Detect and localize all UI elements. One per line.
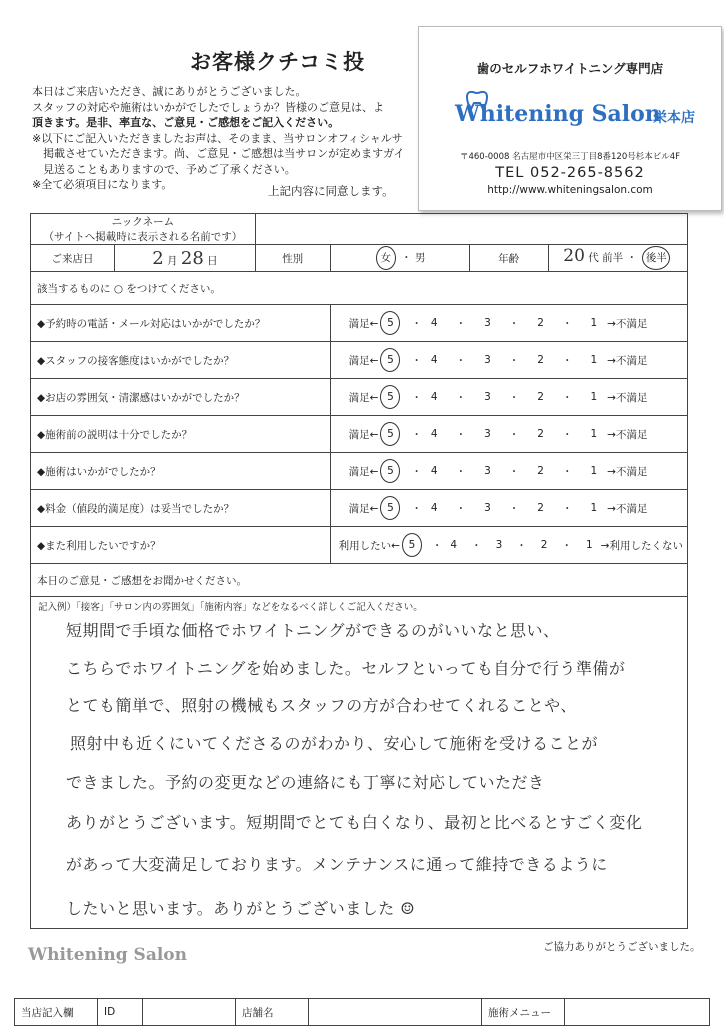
handwritten-line: とても簡単で、照射の機械もスタッフの方が合わせてくれることや、 xyxy=(66,696,577,715)
age-first-half: 前半 xyxy=(602,252,624,264)
comments-label: 本日のご意見・ご感想をお聞かせください。 xyxy=(31,564,688,597)
handwritten-line: したいと思います。ありがとうございました ☺ xyxy=(66,899,416,918)
rating-scale-2[interactable] xyxy=(330,342,687,379)
intro-line: ※以下にご記入いただきましたお声は、そのまま、当サロンオフィシャルサ xyxy=(32,131,403,145)
scale-sep: ・ xyxy=(508,502,520,515)
scale-sep: ・ xyxy=(411,354,422,367)
intro-line: 見送ることもありますので、予めご了承ください。 xyxy=(32,162,296,176)
visit-date-field[interactable] xyxy=(115,245,256,272)
rating-scale-3[interactable] xyxy=(330,379,687,416)
age-second-half-selected: 後半 xyxy=(642,246,670,270)
card-logo: Whitening Salon xyxy=(455,101,661,127)
reuse-left: 利用したい← xyxy=(338,539,400,552)
menu-col-label: 施術メニュー xyxy=(482,999,565,1026)
scale-sep: ・ xyxy=(561,317,573,330)
scale-sep: ・ xyxy=(455,317,467,330)
age-sep: ・ xyxy=(626,252,637,264)
intro-line: 頂きます。是非、率直な、ご意見・ご感想をご記入ください。 xyxy=(32,116,340,129)
scale-value: 2 xyxy=(537,465,544,477)
scale-right: →不満足 xyxy=(607,354,648,367)
scale-sep: ・ xyxy=(561,502,573,515)
rating-scale-4[interactable] xyxy=(330,416,687,453)
scale-value: 1 xyxy=(590,465,598,477)
reuse-selected: 5 xyxy=(402,533,422,557)
scale-sep: ・ xyxy=(411,502,422,515)
intro-line: ※全て必須項目になります。 xyxy=(32,178,173,191)
example-text: 記入例）「接客」「サロン内の雰囲気」「施術内容」などをなるべく詳しくご記入ください。 xyxy=(38,602,423,613)
scale-sep: ・ xyxy=(561,391,573,404)
scale-value: 4 xyxy=(430,502,438,514)
scale-value: 3 xyxy=(484,428,491,440)
scale-sep: ・ xyxy=(411,465,422,478)
scale-left: 満足← xyxy=(348,502,379,515)
scale-value: 3 xyxy=(495,539,503,551)
gender-female-selected: 女 xyxy=(376,246,396,270)
scale-value: 1 xyxy=(590,428,598,440)
scale-value: 3 xyxy=(484,465,491,477)
month-unit: 月 xyxy=(167,254,178,267)
page-title: お客様クチコミ投 xyxy=(190,50,366,74)
nickname-field[interactable] xyxy=(255,214,687,245)
scale-value: 1 xyxy=(590,391,598,403)
scale-sep: ・ xyxy=(561,539,572,552)
rating-selected: 5 xyxy=(380,496,400,520)
gender-label: 性別 xyxy=(255,245,330,272)
rating-selected: 5 xyxy=(380,348,400,372)
shop-col-label: 店舗名 xyxy=(236,999,309,1026)
scale-sep: ・ xyxy=(508,391,520,404)
survey-table xyxy=(30,213,688,597)
visit-day: 28 xyxy=(180,247,204,269)
reuse-right: →利用したくない xyxy=(600,539,683,552)
question-2: ◆スタッフの接客態度はいかがでしたか？ xyxy=(31,342,331,379)
id-field[interactable] xyxy=(143,999,236,1026)
scale-value: 1 xyxy=(590,317,598,329)
scale-value: 3 xyxy=(484,502,491,514)
handwritten-line: ありがとうございます。短期間でとても白くなり、最初と比べるとすごく変化 xyxy=(66,813,643,832)
day-unit: 日 xyxy=(207,254,218,267)
scale-value: 2 xyxy=(537,354,544,366)
scale-sep: ・ xyxy=(455,354,467,367)
scale-sep: ・ xyxy=(508,465,520,478)
agree-text: 上記内容に同意します。 xyxy=(268,184,394,198)
store-col-label: 当店記入欄 xyxy=(15,999,98,1026)
instruction: 該当するものに ○ をつけてください。 xyxy=(31,272,688,305)
handwritten-line: があって大変満足しております。メンテナンスに通って維持できるように xyxy=(66,855,608,874)
card-address: 〒460-0008 名古屋市中区栄三丁目8番120号杉本ビル4F xyxy=(459,152,681,162)
rating-selected: 5 xyxy=(380,422,400,446)
scale-sep: ・ xyxy=(455,391,467,404)
gender-field[interactable] xyxy=(330,245,469,272)
scale-value: 2 xyxy=(537,502,544,514)
nickname-label-cell xyxy=(31,214,256,245)
intro-line: 本日はご来店いただき、誠にありがとうございました。 xyxy=(32,85,307,98)
handwritten-line: こちらでホワイトニングを始めました。セルフといっても自分で行う準備が xyxy=(66,659,626,678)
scale-sep: ・ xyxy=(431,539,443,552)
reuse-scale[interactable] xyxy=(330,527,687,564)
intro-line: 掲載させていただきます。尚、ご意見・ご感想は当サロンが定めますガイ xyxy=(32,147,405,160)
age-label: 年齢 xyxy=(469,245,548,272)
rating-scale-6[interactable] xyxy=(330,490,687,527)
scale-left: 満足← xyxy=(348,354,379,367)
question-4: ◆施術前の説明は十分でしたか？ xyxy=(31,416,331,453)
scale-value: 3 xyxy=(484,391,491,403)
scale-left: 満足← xyxy=(348,465,379,478)
scale-value: 3 xyxy=(484,317,491,329)
age-unit: 代 xyxy=(588,252,599,264)
scale-sep: ・ xyxy=(411,428,422,441)
shop-field[interactable] xyxy=(309,999,482,1026)
age-value: 20 xyxy=(563,246,585,266)
scale-right: →不満足 xyxy=(607,391,648,404)
card-tel: TEL 052-265-8562 xyxy=(495,165,645,181)
card-url: http://www.whiteningsalon.com xyxy=(487,184,653,196)
scale-value: 4 xyxy=(430,317,438,329)
scale-value: 4 xyxy=(430,391,438,403)
scale-right: →不満足 xyxy=(607,428,648,441)
scale-sep: ・ xyxy=(508,317,520,330)
reuse-question: ◆また利用したいですか？ xyxy=(31,527,331,564)
comments-box[interactable] xyxy=(30,596,688,929)
rating-scale-5[interactable] xyxy=(330,453,687,490)
visit-month: 2 xyxy=(152,247,164,269)
scale-value: 1 xyxy=(585,539,593,551)
rating-scale-1[interactable] xyxy=(330,305,687,342)
scale-sep: ・ xyxy=(455,502,467,515)
handwritten-line: 照射中も近くにいてくださるのがわかり、安心して施術を受けることが xyxy=(70,734,599,753)
scale-value: 4 xyxy=(430,465,438,477)
scale-left: 満足← xyxy=(348,317,379,330)
scale-sep: ・ xyxy=(411,317,422,330)
scale-value: 2 xyxy=(537,317,544,329)
scale-sep: ・ xyxy=(471,539,482,552)
scale-value: 2 xyxy=(537,428,544,440)
card-shop: 歯のセルフホワイトニング専門店 xyxy=(476,61,664,76)
rating-selected: 5 xyxy=(380,385,400,409)
age-field[interactable] xyxy=(548,245,687,272)
scale-right: →不満足 xyxy=(607,502,648,515)
id-col-label: ID xyxy=(98,999,143,1026)
question-3: ◆お店の雰囲気・清潔感はいかがでしたか？ xyxy=(31,379,331,416)
scale-right: →不満足 xyxy=(607,317,648,330)
scale-sep: ・ xyxy=(508,354,520,367)
thanks-text: ご協力ありがとうございました。 xyxy=(543,941,701,953)
scale-value: 3 xyxy=(484,354,491,366)
scale-value: 1 xyxy=(590,354,598,366)
footer-logo: Whitening Salon xyxy=(28,945,188,965)
card-branch: 栄本店 xyxy=(653,110,695,126)
scale-value: 4 xyxy=(430,428,438,440)
staff-table xyxy=(14,998,710,1026)
business-card xyxy=(418,26,722,211)
rating-selected: 5 xyxy=(380,311,400,335)
question-1: ◆予約時の電話・メール対応はいかがでしたか？ xyxy=(31,305,331,342)
nickname-label: ニックネーム xyxy=(111,216,175,228)
scale-sep: ・ xyxy=(455,465,467,478)
menu-field[interactable] xyxy=(565,999,710,1026)
scale-value: 2 xyxy=(540,539,548,551)
scale-value: 1 xyxy=(590,502,598,514)
question-5: ◆施術はいかがでしたか？ xyxy=(31,453,331,490)
nickname-sub: （サイトへ掲載時に表示される名前です） xyxy=(43,231,243,243)
scale-sep: ・ xyxy=(411,391,422,404)
scale-value: 4 xyxy=(450,539,458,551)
scale-left: 満足← xyxy=(348,428,379,441)
scale-sep: ・ xyxy=(561,428,573,441)
scale-sep: ・ xyxy=(508,428,520,441)
scale-sep: ・ xyxy=(516,539,527,552)
scale-right: →不満足 xyxy=(607,465,648,478)
scale-left: 満足← xyxy=(348,391,379,404)
handwritten-line: 短期間で手頃な価格でホワイトニングができるのがいいなと思い、 xyxy=(66,621,560,640)
rating-selected: 5 xyxy=(380,459,400,483)
scale-value: 2 xyxy=(537,391,544,403)
intro-text xyxy=(32,84,432,193)
handwritten-line: できました。予約の変更などの連絡にも丁寧に対応していただき xyxy=(66,773,545,792)
visit-label: ご来店日 xyxy=(31,245,115,272)
gender-male: 男 xyxy=(414,252,426,264)
scale-sep: ・ xyxy=(455,428,467,441)
gender-sep: ・ xyxy=(401,252,412,264)
question-6: ◆料金（値段的満足度）は妥当でしたか？ xyxy=(31,490,331,527)
scale-sep: ・ xyxy=(561,354,573,367)
intro-line: スタッフの対応や施術はいかがでしたでしょうか？皆様のご意見は、よ xyxy=(32,100,384,114)
scale-value: 4 xyxy=(430,354,438,366)
scale-sep: ・ xyxy=(561,465,573,478)
